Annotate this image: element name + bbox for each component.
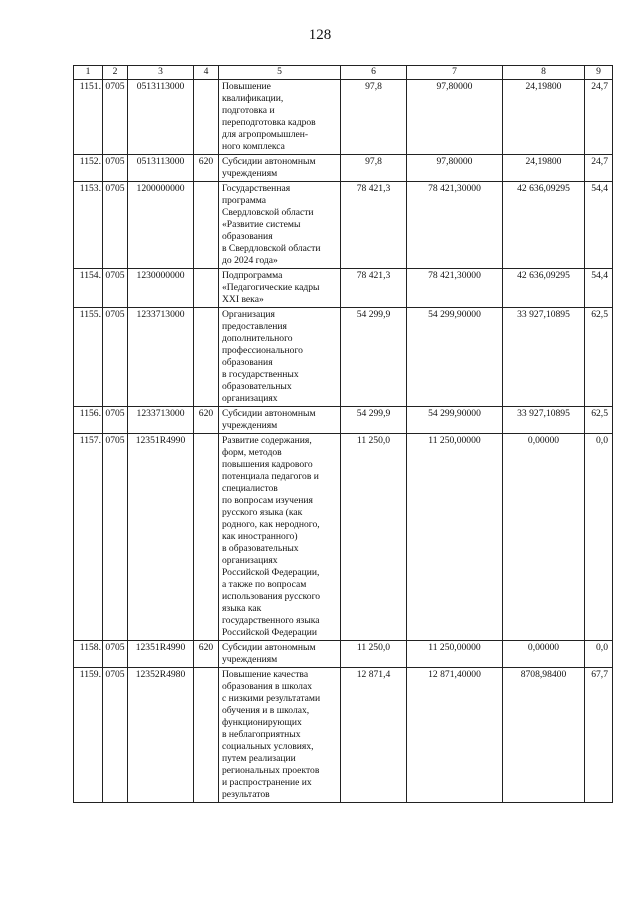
- target-code: 12351R4990: [128, 641, 194, 668]
- executed-amount: 33 927,10895: [503, 308, 585, 407]
- expense-type: 620: [194, 641, 219, 668]
- row-number: 1152.: [74, 155, 103, 182]
- table-row: [74, 641, 613, 668]
- approved-amount: 54 299,9: [341, 308, 407, 407]
- column-header: 2: [103, 66, 128, 80]
- target-code: 1233713000: [128, 407, 194, 434]
- section-code: 0705: [103, 155, 128, 182]
- target-code: 0513113000: [128, 80, 194, 155]
- executed-amount: 42 636,09295: [503, 182, 585, 269]
- executed-amount: 0,00000: [503, 641, 585, 668]
- execution-percent: 0,0: [585, 641, 613, 668]
- column-header: 6: [341, 66, 407, 80]
- refined-amount: 97,80000: [407, 80, 503, 155]
- target-code: 0513113000: [128, 155, 194, 182]
- refined-amount: 97,80000: [407, 155, 503, 182]
- expense-type: [194, 668, 219, 803]
- expense-type: 620: [194, 155, 219, 182]
- section-code: 0705: [103, 308, 128, 407]
- target-code: 12352R4980: [128, 668, 194, 803]
- section-code: 0705: [103, 407, 128, 434]
- table-row: [74, 434, 613, 641]
- section-code: 0705: [103, 182, 128, 269]
- approved-amount: 78 421,3: [341, 269, 407, 308]
- target-code: 1230000000: [128, 269, 194, 308]
- column-header: 7: [407, 66, 503, 80]
- execution-percent: 24,7: [585, 155, 613, 182]
- execution-percent: 54,4: [585, 182, 613, 269]
- item-name: Субсидии автономным учреждениям: [219, 407, 341, 434]
- section-code: 0705: [103, 641, 128, 668]
- target-code: 12351R4990: [128, 434, 194, 641]
- column-header: 4: [194, 66, 219, 80]
- refined-amount: 54 299,90000: [407, 308, 503, 407]
- execution-percent: 67,7: [585, 668, 613, 803]
- expense-type: [194, 80, 219, 155]
- column-header: 5: [219, 66, 341, 80]
- row-number: 1159.: [74, 668, 103, 803]
- approved-amount: 97,8: [341, 80, 407, 155]
- approved-amount: 11 250,0: [341, 641, 407, 668]
- row-number: 1154.: [74, 269, 103, 308]
- refined-amount: 78 421,30000: [407, 182, 503, 269]
- table-row: [74, 182, 613, 269]
- table-row: [74, 80, 613, 155]
- section-code: 0705: [103, 434, 128, 641]
- item-name: Государственная программа Свердловской области «Развитие системы образования в Свердловской области до 2024 года»: [219, 182, 341, 269]
- row-number: 1153.: [74, 182, 103, 269]
- expense-type: [194, 269, 219, 308]
- approved-amount: 78 421,3: [341, 182, 407, 269]
- executed-amount: 24,19800: [503, 155, 585, 182]
- column-header: 9: [585, 66, 613, 80]
- expense-type: [194, 182, 219, 269]
- table-row: [74, 668, 613, 803]
- executed-amount: 0,00000: [503, 434, 585, 641]
- section-code: 0705: [103, 269, 128, 308]
- column-header: 8: [503, 66, 585, 80]
- section-code: 0705: [103, 668, 128, 803]
- column-header: 3: [128, 66, 194, 80]
- item-name: Повышение квалификации, подготовка и переподготовка кадров для агропромышлен- ного комплекса: [219, 80, 341, 155]
- refined-amount: 11 250,00000: [407, 641, 503, 668]
- table-row: [74, 155, 613, 182]
- expense-type: [194, 308, 219, 407]
- item-name: Организация предоставления дополнительного профессионального образования в государственных образовательных организациях: [219, 308, 341, 407]
- refined-amount: 54 299,90000: [407, 407, 503, 434]
- executed-amount: 8708,98400: [503, 668, 585, 803]
- section-code: 0705: [103, 80, 128, 155]
- approved-amount: 12 871,4: [341, 668, 407, 803]
- executed-amount: 42 636,09295: [503, 269, 585, 308]
- budget-table: [73, 65, 613, 803]
- execution-percent: 62,5: [585, 308, 613, 407]
- expense-type: [194, 434, 219, 641]
- page-number: 128: [308, 27, 332, 43]
- table-row: [74, 407, 613, 434]
- execution-percent: 0,0: [585, 434, 613, 641]
- target-code: 1200000000: [128, 182, 194, 269]
- row-number: 1157.: [74, 434, 103, 641]
- row-number: 1158.: [74, 641, 103, 668]
- approved-amount: 97,8: [341, 155, 407, 182]
- refined-amount: 11 250,00000: [407, 434, 503, 641]
- execution-percent: 54,4: [585, 269, 613, 308]
- refined-amount: 78 421,30000: [407, 269, 503, 308]
- executed-amount: 33 927,10895: [503, 407, 585, 434]
- item-name: Повышение качества образования в школах с низкими результатами обучения и в школах, функционирующих в неблагоприятных социальных условиях, путем реализации региональных проектов и распространение их результатов: [219, 668, 341, 803]
- item-name: Субсидии автономным учреждениям: [219, 641, 341, 668]
- item-name: Субсидии автономным учреждениям: [219, 155, 341, 182]
- table-body: [74, 66, 613, 803]
- row-number: 1156.: [74, 407, 103, 434]
- execution-percent: 24,7: [585, 80, 613, 155]
- table-row: [74, 269, 613, 308]
- execution-percent: 62,5: [585, 407, 613, 434]
- refined-amount: 12 871,40000: [407, 668, 503, 803]
- table-row: [74, 308, 613, 407]
- column-header: 1: [74, 66, 103, 80]
- approved-amount: 54 299,9: [341, 407, 407, 434]
- approved-amount: 11 250,0: [341, 434, 407, 641]
- executed-amount: 24,19800: [503, 80, 585, 155]
- item-name: Развитие содержания, форм, методов повышения кадрового потенциала педагогов и специалистов по вопросам изучения русского языка (как родного, как неродного, как иностранного) в образовательных организациях Российской Федерации, а также по вопросам использования русского языка как государственного языка Российской Федерации: [219, 434, 341, 641]
- expense-type: 620: [194, 407, 219, 434]
- item-name: Подпрограмма «Педагогические кадры XXI века»: [219, 269, 341, 308]
- table-header-row: [74, 66, 613, 80]
- row-number: 1155.: [74, 308, 103, 407]
- row-number: 1151.: [74, 80, 103, 155]
- target-code: 1233713000: [128, 308, 194, 407]
